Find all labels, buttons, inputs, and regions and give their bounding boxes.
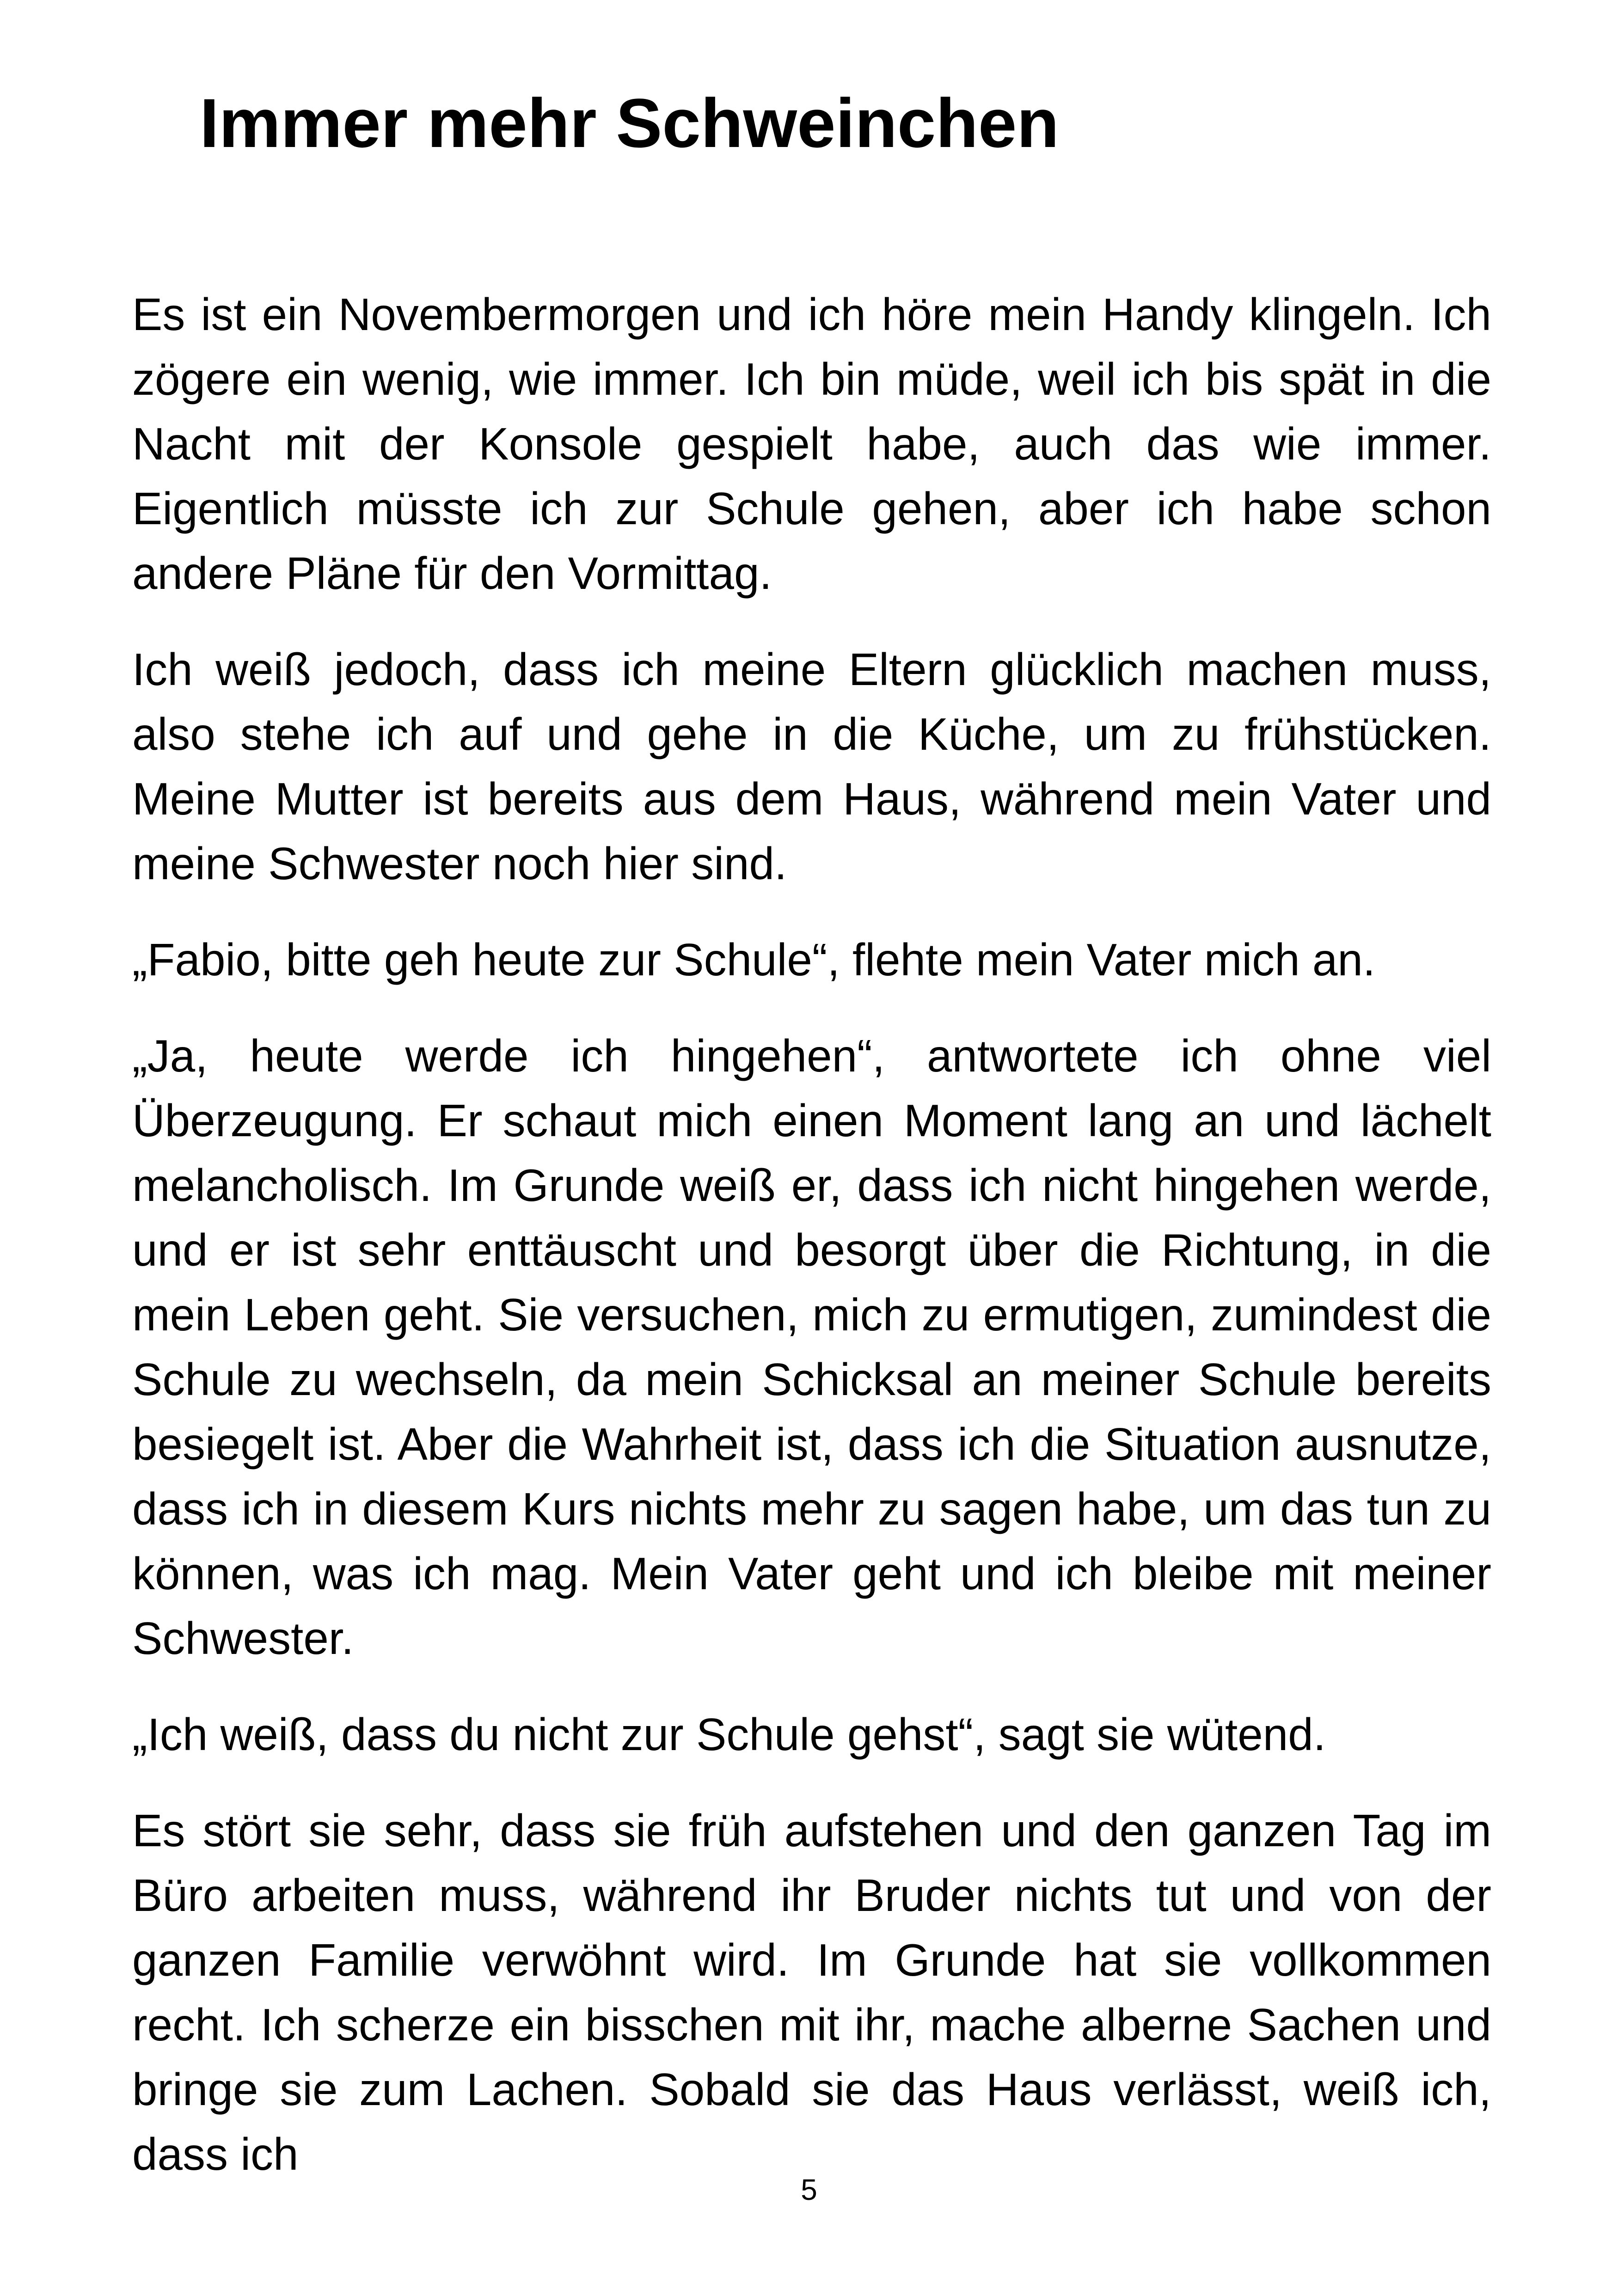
paragraph-4: „Ja, heute werde ich hingehen“, antwortete ich ohne viel Überzeugung. Er schaut mich einen Moment lang an und lächelt melancholisch. Im Grunde weiß er, dass ich nicht hingehen werde, und er ist sehr enttäuscht und besorgt über die Richtung, in die mein Leben geht. Sie versuchen, mich zu ermutigen, zumindest die Schule zu wechseln, da mein Schicksal an meiner Schule bereits besiegelt ist. Aber die Wahrheit ist, dass ich die Situation ausnutze, dass ich in diesem Kurs nichts mehr zu sagen habe, um das tun zu können, was ich mag. Mein Vater geht und ich bleibe mit meiner Schwester. [132, 1030, 1491, 1664]
paragraph-6: Es stört sie sehr, dass sie früh aufstehen und den ganzen Tag im Büro arbeiten muss, während ihr Bruder nichts tut und von der ganzen Familie verwöhnt wird. Im Grunde hat sie vollkommen recht. Ich scherze ein bisschen mit ihr, mache alberne Sachen und bringe sie zum Lachen. Sobald sie das Haus verlässt, weiß ich, dass ich [132, 1805, 1491, 2180]
chapter-title: Immer mehr Schweinchen [200, 84, 1059, 162]
paragraph-3: „Fabio, bitte geh heute zur Schule“, flehte mein Vater mich an. [132, 934, 1376, 985]
paragraph-2: Ich weiß jedoch, dass ich meine Eltern glücklich machen muss, also stehe ich auf und gehe in die Küche, um zu frühstücken. Meine Mutter ist bereits aus dem Haus, während mein Vater und meine Schwester noch hier sind. [132, 644, 1491, 889]
paragraph-5: „Ich weiß, dass du nicht zur Schule gehst“, sagt sie wütend. [132, 1709, 1326, 1760]
paragraph-1: Es ist ein Novembermorgen und ich höre mein Handy klingeln. Ich zögere ein wenig, wie immer. Ich bin müde, weil ich bis spät in die Nacht mit der Konsole gespielt habe, auch das wie immer. Eigentlich müsste ich zur Schule gehen, aber ich habe schon andere Pläne für den Vormittag. [132, 289, 1491, 599]
page-number: 5 [801, 2173, 817, 2206]
body-text [132, 282, 1491, 2186]
